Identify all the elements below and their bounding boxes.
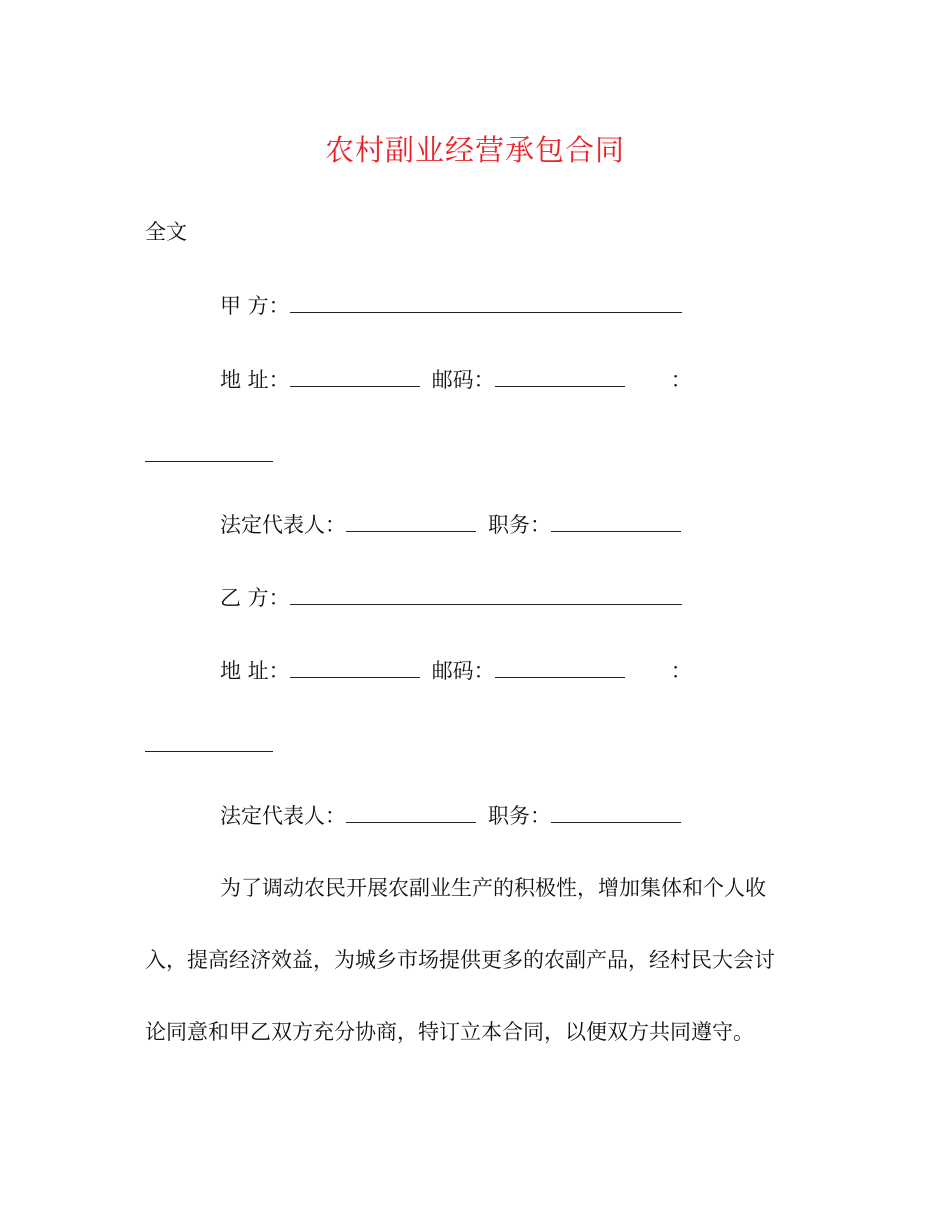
party-b-address-blank (290, 659, 420, 678)
party-b-postcode-blank (495, 659, 625, 678)
preamble-line: 入，提高经济效益，为城乡市场提供更多的农副产品，经村民大会讨 (145, 948, 775, 972)
party-a-position-blank (551, 513, 681, 532)
party-b-label: 乙 方： (220, 586, 290, 610)
party-b-rep-label: 法定代表人： (220, 804, 346, 828)
party-b-trailing-colon: ： (670, 659, 692, 683)
preamble-line: 论同意和甲乙双方充分协商，特订立本合同，以便双方共同遵守。 (145, 1020, 754, 1044)
party-a-extra-blank (145, 461, 273, 462)
party-b-position-label: 职务： (488, 804, 551, 828)
party-b-address-label: 地 址： (220, 659, 290, 683)
party-a-address-label: 地 址： (220, 368, 290, 392)
party-a-address-row (220, 366, 692, 394)
party-b-postcode-label: 邮码： (431, 659, 495, 683)
party-b-row (220, 584, 682, 612)
party-a-postcode-blank (495, 368, 625, 387)
preamble-paragraph (145, 852, 805, 1068)
party-a-rep-blank (346, 513, 476, 532)
party-a-position-label: 职务： (488, 513, 551, 537)
party-a-rep-row (220, 511, 681, 539)
party-a-rep-label: 法定代表人： (220, 513, 346, 537)
preamble-line: 为了调动农民开展农副业生产的积极性，增加集体和个人收 (220, 876, 766, 900)
party-b-position-blank (551, 804, 681, 823)
party-b-extra-blank (145, 751, 273, 752)
party-a-name-blank (290, 294, 682, 313)
party-a-row (220, 292, 682, 320)
party-a-trailing-colon: ： (670, 368, 692, 392)
party-b-rep-blank (346, 804, 476, 823)
document-title: 农村副业经营承包合同 (324, 133, 625, 167)
party-b-address-row (220, 657, 692, 685)
party-a-postcode-label: 邮码： (431, 368, 495, 392)
section-label: 全文 (145, 220, 187, 244)
party-a-address-blank (290, 368, 420, 387)
party-b-name-blank (290, 586, 682, 605)
party-b-rep-row (220, 802, 681, 830)
party-a-label: 甲 方： (220, 294, 290, 318)
